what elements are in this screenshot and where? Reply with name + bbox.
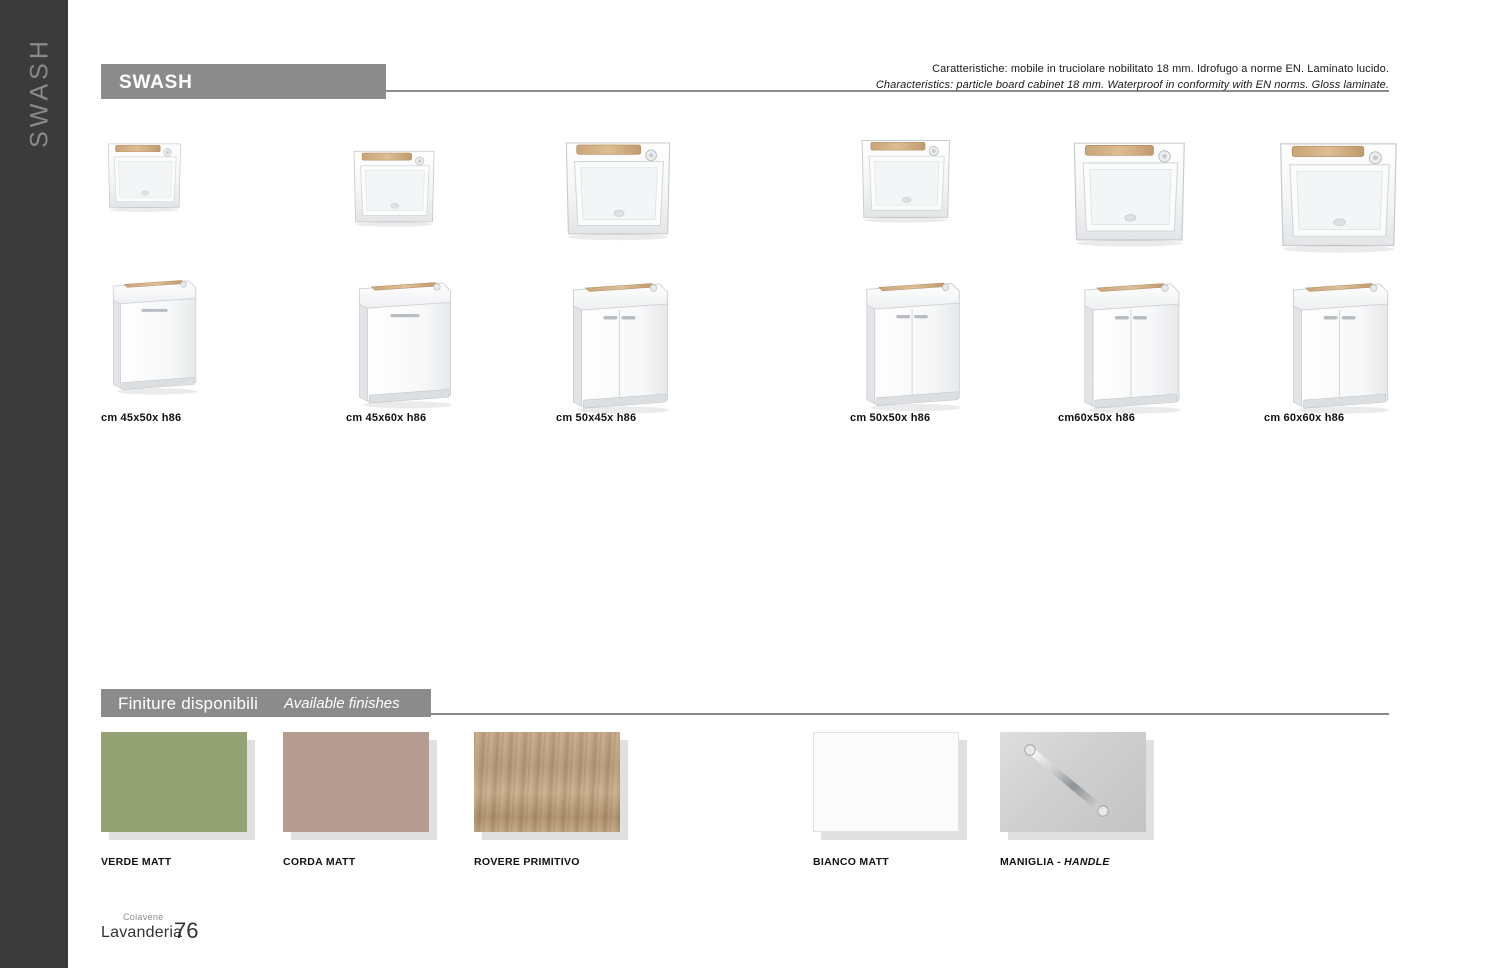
finish-swatch xyxy=(474,732,620,868)
spine-section-label: SWASH xyxy=(25,37,54,148)
product-item xyxy=(1058,130,1258,450)
basin-illustration xyxy=(346,130,442,242)
product-cabinet xyxy=(556,250,756,395)
product-dimension-label: cm 50x50x h86 xyxy=(850,412,931,424)
page-canvas xyxy=(68,0,1485,968)
product-cabinet xyxy=(346,250,546,395)
product-item xyxy=(1264,130,1464,450)
finish-swatch-label: BIANCO MATT xyxy=(813,856,890,868)
finishes-title-italian: Finiture disponibili xyxy=(118,694,259,713)
left-spine xyxy=(0,0,68,968)
finishes-divider xyxy=(431,713,1389,715)
finish-swatch-color xyxy=(283,732,429,832)
cabinet-illustration xyxy=(346,250,462,415)
cabinet-illustration xyxy=(1058,250,1204,420)
product-basin xyxy=(1264,130,1464,245)
product-dimension-label: cm 45x60x h86 xyxy=(346,412,427,424)
product-basin xyxy=(101,130,301,245)
cabinet-illustration xyxy=(556,250,683,420)
product-item xyxy=(101,130,301,450)
product-dimension-label: cm60x50x h86 xyxy=(1058,412,1136,424)
finish-swatch-color xyxy=(474,732,620,832)
product-basin xyxy=(1058,130,1258,245)
basin-illustration xyxy=(556,130,680,245)
finishes-title-english: Available finishes xyxy=(284,695,400,712)
finish-swatch xyxy=(1000,732,1146,868)
finish-swatch-label: VERDE MATT xyxy=(101,856,172,868)
product-item xyxy=(850,130,1050,450)
finish-swatch xyxy=(283,732,429,868)
finish-swatch-label: CORDA MATT xyxy=(283,856,356,868)
product-cabinet xyxy=(1264,250,1464,395)
basin-illustration xyxy=(1264,130,1413,257)
finish-swatch-label: MANIGLIA - HANDLE xyxy=(1000,856,1110,868)
swatch-face xyxy=(101,732,247,832)
page-title: SWASH xyxy=(119,72,193,93)
product-grid xyxy=(68,130,1485,450)
product-dimension-label: cm 45x50x h86 xyxy=(101,412,182,424)
product-basin xyxy=(850,130,1050,245)
finish-swatch-label: ROVERE PRIMITIVO xyxy=(474,856,580,868)
product-dimension-label: cm 60x60x h86 xyxy=(1264,412,1345,424)
product-basin xyxy=(556,130,756,245)
product-cabinet xyxy=(850,250,1050,395)
finish-swatch-color xyxy=(1000,732,1146,832)
swatch-face xyxy=(474,732,620,832)
product-item xyxy=(346,130,546,450)
product-item xyxy=(556,130,756,450)
cabinet-illustration xyxy=(1264,250,1415,420)
swatch-face xyxy=(283,732,429,832)
footer-brand-small: Colavene xyxy=(123,912,164,922)
finish-swatch-color xyxy=(101,732,247,832)
characteristics-block xyxy=(876,62,1389,94)
finish-swatch xyxy=(813,732,959,868)
product-cabinet xyxy=(1058,250,1258,395)
swatch-face xyxy=(1000,732,1146,832)
product-basin xyxy=(346,130,546,245)
basin-illustration xyxy=(850,130,962,226)
basin-illustration xyxy=(1058,130,1201,251)
product-dimension-label: cm 50x45x h86 xyxy=(556,412,637,424)
basin-illustration xyxy=(101,130,188,220)
footer-brand-large: Lavanderia xyxy=(101,924,183,941)
characteristics-english: Characteristics: particle board cabinet 18 mm. Waterproof in conformity with EN norms. Gloss laminate. xyxy=(875,78,1389,91)
product-cabinet xyxy=(101,250,301,395)
characteristics-italian: Caratteristiche: mobile in truciolare nobilitato 18 mm. Idrofugo a norme EN. Laminato lucido. xyxy=(932,63,1389,75)
swatch-face xyxy=(813,732,959,832)
page-number: 76 xyxy=(174,918,199,943)
cabinet-illustration xyxy=(850,250,974,417)
finish-swatch-color xyxy=(813,732,959,832)
handle-icon xyxy=(1000,732,1146,832)
finish-swatch xyxy=(101,732,247,868)
cabinet-illustration xyxy=(101,250,206,401)
